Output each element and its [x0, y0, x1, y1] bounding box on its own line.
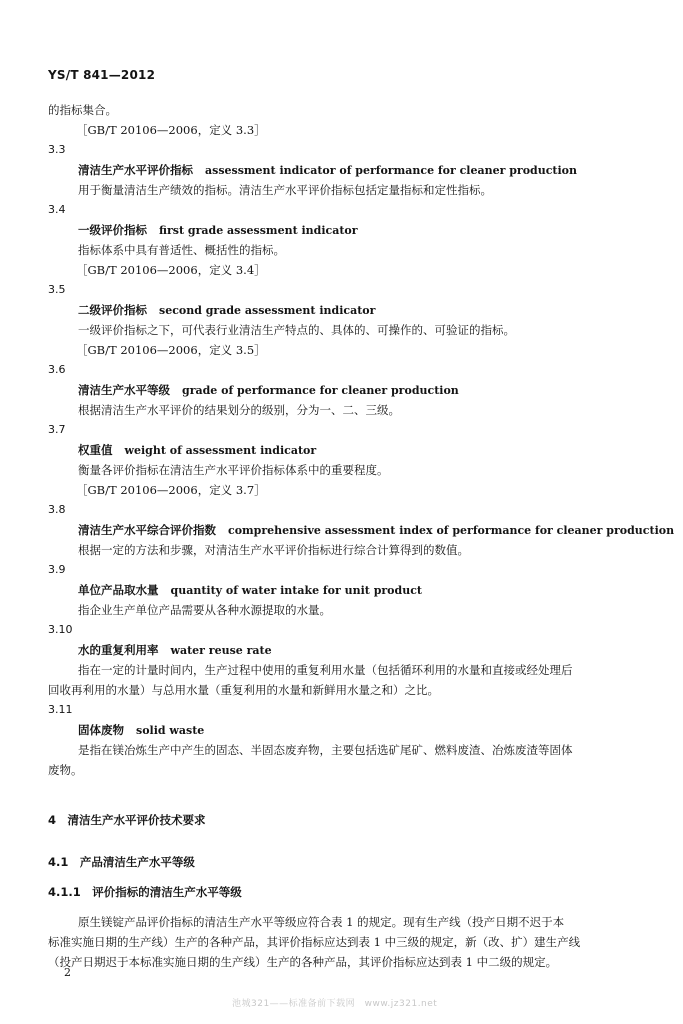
term-english: grade of performance for cleaner production	[182, 384, 459, 397]
continuation-text: 的指标集合。	[48, 103, 117, 117]
term-english: weight of assessment indicator	[124, 444, 317, 457]
term-heading	[48, 440, 648, 460]
term-definition: 用于衡量清洁生产绩效的指标。清洁生产水平评价指标包括定量指标和定性指标。	[78, 183, 492, 197]
term-english: solid waste	[136, 724, 205, 737]
term-definition-continuation: 回收再利用的水量）与总用水量（重复利用的水量和新鲜用水量之和）之比。	[48, 683, 439, 697]
paragraph-line: 标准实施日期的生产线）生产的各种产品，其评价指标应达到表 1 中三级的规定，新（改、扩）建生产线	[48, 935, 581, 949]
document-body	[48, 100, 675, 972]
term-number: 3.8	[48, 503, 66, 516]
term-heading	[48, 380, 648, 400]
section-heading-4: 4 清洁生产水平评价技术要求	[48, 813, 206, 827]
term-number: 3.7	[48, 423, 66, 436]
term-number: 3.3	[48, 143, 66, 156]
term-english: first grade assessment indicator	[159, 224, 358, 237]
term-heading	[48, 640, 648, 660]
term-reference: ［GB/T 20106—2006，定义 3.4］	[76, 263, 266, 277]
standard-code-header: YS/T 841—2012	[48, 68, 156, 82]
watermark-text: 池城321——标准备前下载网 www.jz321.net	[232, 999, 438, 1009]
term-heading	[48, 160, 648, 180]
term-definition: 指标体系中具有普适性、概括性的指标。	[78, 243, 285, 257]
term-english: second grade assessment indicator	[159, 304, 376, 317]
term-definition: 根据清洁生产水平评价的结果划分的级别，分为一、二、三级。	[78, 403, 400, 417]
term-chinese: 一级评价指标	[78, 223, 147, 237]
term-chinese: 单位产品取水量	[78, 583, 159, 597]
term-number: 3.4	[48, 203, 66, 216]
term-number: 3.5	[48, 283, 66, 296]
term-chinese: 权重值	[78, 443, 113, 457]
term-heading	[48, 220, 648, 240]
term-english: water reuse rate	[170, 644, 272, 657]
reference-3-2: ［GB/T 20106—2006，定义 3.3］	[76, 123, 266, 137]
term-reference: ［GB/T 20106—2006，定义 3.5］	[76, 343, 266, 357]
term-number: 3.6	[48, 363, 66, 376]
term-english: comprehensive assessment index of performance for cleaner production	[228, 524, 675, 537]
paragraph-line: （投产日期迟于本标准实施日期的生产线）生产的各种产品，其评价指标应达到表 1 中二级的规定。	[48, 955, 558, 969]
term-chinese: 固体废物	[78, 723, 124, 737]
term-chinese: 清洁生产水平评价指标	[78, 163, 193, 177]
term-heading	[48, 520, 675, 540]
term-heading	[48, 580, 648, 600]
term-chinese: 二级评价指标	[78, 303, 147, 317]
term-number: 3.9	[48, 563, 66, 576]
page-number: 2	[64, 966, 71, 979]
term-english: quantity of water intake for unit product	[170, 584, 422, 597]
term-definition: 衡量各评价指标在清洁生产水平评价指标体系中的重要程度。	[78, 463, 389, 477]
term-reference: ［GB/T 20106—2006，定义 3.7］	[76, 483, 266, 497]
term-english: assessment indicator of performance for cleaner production	[205, 164, 578, 177]
term-definition: 指企业生产单位产品需要从各种水源提取的水量。	[78, 603, 331, 617]
term-chinese: 清洁生产水平综合评价指数	[78, 523, 216, 537]
term-number: 3.10	[48, 623, 73, 636]
paragraph-line: 原生镁锭产品评价指标的清洁生产水平等级应符合表 1 的规定。现有生产线（投产日期不迟于本	[78, 915, 565, 929]
term-definition: 一级评价指标之下，可代表行业清洁生产特点的、具体的、可操作的、可验证的指标。	[78, 323, 515, 337]
term-definition-continuation: 废物。	[48, 763, 83, 777]
term-heading	[48, 300, 648, 320]
term-chinese: 水的重复利用率	[78, 643, 159, 657]
term-heading	[48, 720, 648, 740]
section-heading-4-1-1: 4.1.1 评价指标的清洁生产水平等级	[48, 885, 242, 899]
term-definition: 根据一定的方法和步骤，对清洁生产水平评价指标进行综合计算得到的数值。	[78, 543, 469, 557]
term-definition-line: 指在一定的计量时间内，生产过程中使用的重复利用水量（包括循环利用的水量和直接或经处理后	[78, 663, 573, 677]
term-number: 3.11	[48, 703, 73, 716]
term-definition-line: 是指在镁冶炼生产中产生的固态、半固态废弃物，主要包括选矿尾矿、燃料废渣、冶炼废渣等固体	[78, 743, 573, 757]
term-chinese: 清洁生产水平等级	[78, 383, 170, 397]
section-heading-4-1: 4.1 产品清洁生产水平等级	[48, 855, 195, 869]
